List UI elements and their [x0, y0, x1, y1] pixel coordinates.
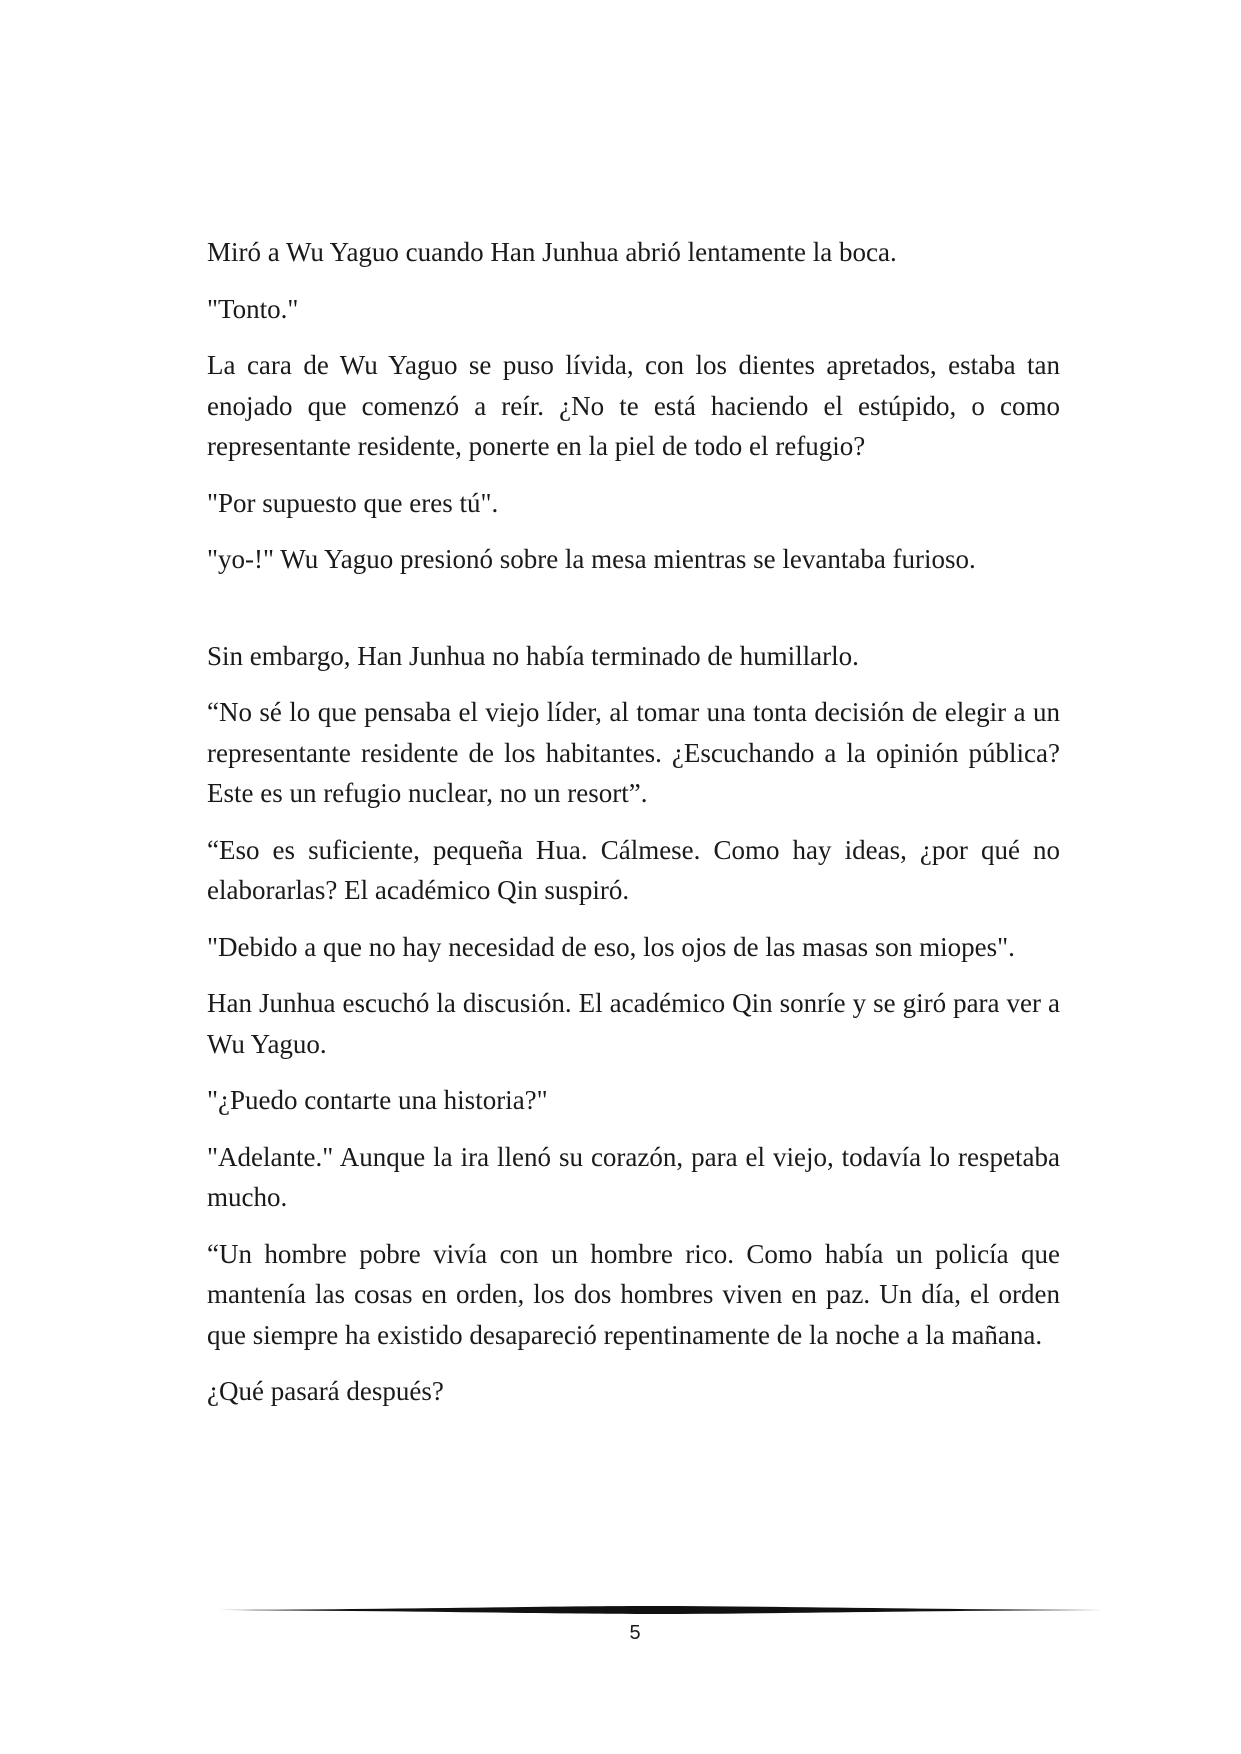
paragraph: Sin embargo, Han Junhua no había terminado de humillarlo. [207, 640, 859, 671]
paragraph: Miró a Wu Yaguo cuando Han Junhua abrió lentamente la boca. [207, 237, 897, 267]
paragraph: "Adelante." Aunque la ira llenó su corazón, para el viejo, todavía lo respetaba mucho. [207, 1141, 1060, 1212]
footer-rule-line [207, 1606, 1102, 1614]
paragraph: ¿Qué pasará después? [207, 1376, 444, 1406]
paragraph: "Tonto." [207, 293, 299, 324]
page-number: 5 [629, 1622, 641, 1644]
paragraph: “Eso es suficiente, pequeña Hua. Cálmese. Como hay ideas, ¿por qué no elaborarlas? El académico Qin suspiró. [207, 834, 1060, 905]
paragraph: “Un hombre pobre vivía con un hombre rico. Como había un policía que mantenía las cosas en orden, los dos hombres viven en paz. Un día, el orden que siempre ha existido desapareció repentinamente de la noche a la mañana. [207, 1238, 1060, 1350]
paragraph: “No sé lo que pensaba el viejo líder, al tomar una tonta decisión de elegir a un representante residente de los habitantes. ¿Escuchando a la opinión pública? Este es un refugio nuclear, no un resort”. [207, 697, 1060, 808]
page-body [207, 232, 1060, 1428]
paragraph: "yo-!" Wu Yaguo presionó sobre la mesa mientras se levantaba furioso. [207, 544, 976, 574]
paragraph: "Debido a que no hay necesidad de eso, los ojos de las masas son miopes". [207, 931, 1015, 962]
paragraph: Han Junhua escuchó la discusión. El académico Qin sonríe y se giró para ver a Wu Yaguo. [207, 988, 1060, 1059]
paragraph: "¿Puedo contarte una historia?" [207, 1085, 548, 1115]
footer-rule [207, 1604, 1102, 1616]
paragraph: La cara de Wu Yaguo se puso lívida, con los dientes apretados, estaba tan enojado que comenzó a reír. ¿No te está haciendo el estúpido, o como representante residente, ponerte en la piel de todo el refugio? [207, 350, 1060, 461]
section-break [207, 596, 1060, 636]
paragraph: "Por supuesto que eres tú". [207, 487, 499, 518]
